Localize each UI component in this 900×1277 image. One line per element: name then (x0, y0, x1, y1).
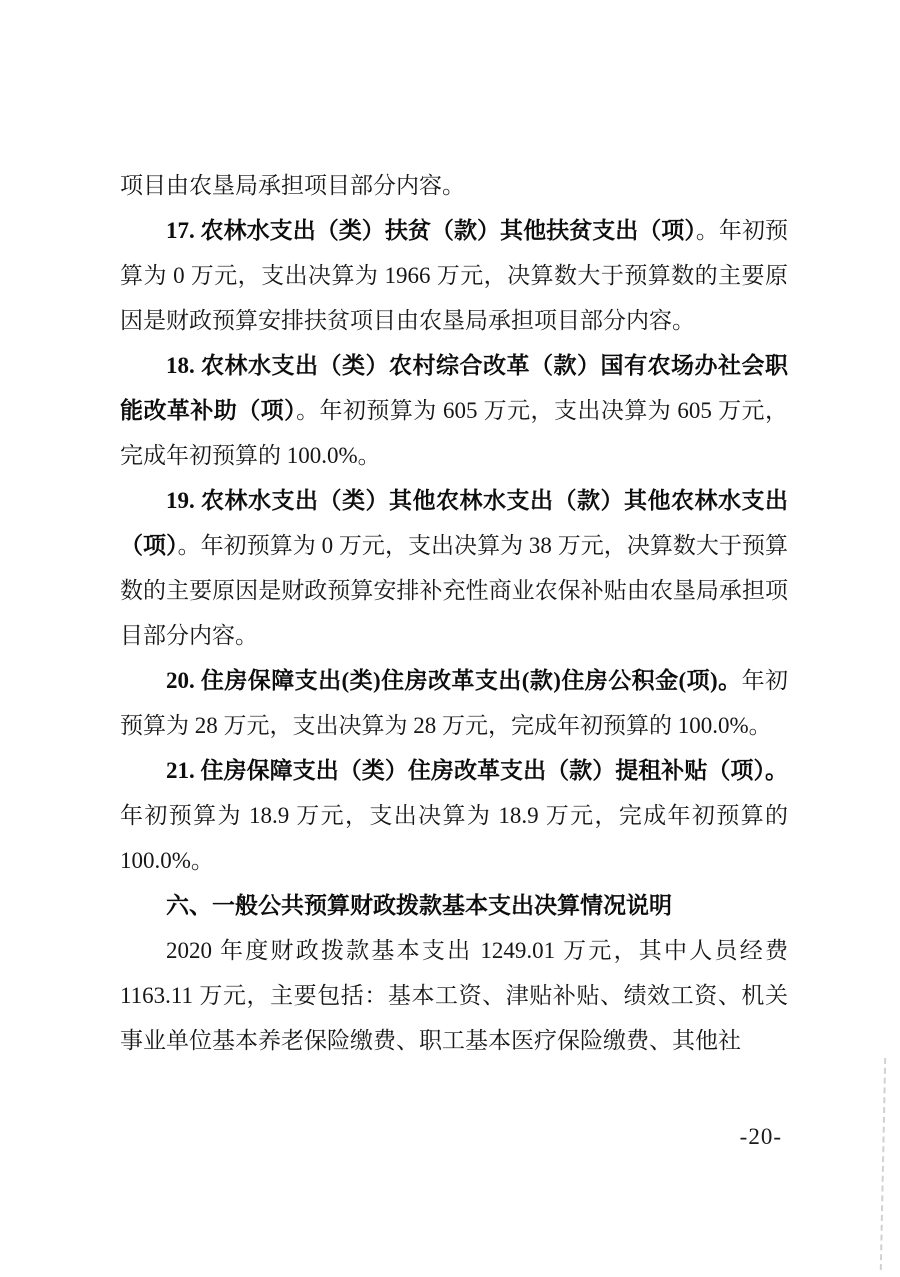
paragraph-20 (120, 658, 788, 748)
paragraph-21 (120, 748, 788, 883)
scan-artifact-dashed-line (880, 1058, 886, 1270)
paragraph-20-body: 年初预算为 28 万元，支出决算为 28 万元，完成年初预算的 100.0%。 (120, 668, 788, 738)
paragraph-18-body: 。年初预算为 605 万元，支出决算为 605 万元，完成年初预算的 100.0%。 (120, 398, 789, 468)
paragraph-20-heading: 20. 住房保障支出(类)住房改革支出(款)住房公积金(项)。 (166, 668, 742, 693)
paragraph-19-body: 。年初预算为 0 万元，支出决算为 38 万元，决算数大于预算数的主要原因是财政预算安排补充性商业农保补贴由农垦局承担项目部分内容。 (120, 533, 789, 648)
paragraph-19-heading: 19. 农林水支出（类）其他农林水支出（款）其他农林水支出（项） (120, 488, 788, 558)
paragraph-21-body: 年初预算为 18.9 万元，支出决算为 18.9 万元，完成年初预算的 100.0%。 (120, 803, 788, 873)
paragraph-18-heading: 18. 农林水支出（类）农村综合改革（款）国有农场办社会职能改革补助（项） (120, 353, 788, 423)
paragraph-21-heading: 21. 住房保障支出（类）住房改革支出（款）提租补贴（项）。 (166, 758, 788, 783)
paragraph-17-heading: 17. 农林水支出（类）扶贫（款）其他扶贫支出（项） (166, 218, 696, 243)
paragraph-18 (120, 343, 788, 478)
document-text-block (120, 163, 788, 1063)
page-number: -20- (739, 1124, 782, 1149)
paragraph-16-continuation: 项目由农垦局承担项目部分内容。 (120, 173, 465, 198)
section-6-heading: 六、一般公共预算财政拨款基本支出决算情况说明 (166, 893, 672, 918)
paragraph-19 (120, 478, 788, 658)
paragraph-22-closing: 2020 年度财政拨款基本支出 1249.01 万元，其中人员经费 1163.11 万元，主要包括：基本工资、津贴补贴、绩效工资、机关事业单位基本养老保险缴费、职工基本医疗保险缴费、其他社 (120, 938, 788, 1053)
paragraph-17 (120, 208, 788, 343)
paragraph-17-body: 。年初预算为 0 万元，支出决算为 1966 万元，决算数大于预算数的主要原因是财政预算安排扶贫项目由农垦局承担项目部分内容。 (120, 218, 789, 333)
